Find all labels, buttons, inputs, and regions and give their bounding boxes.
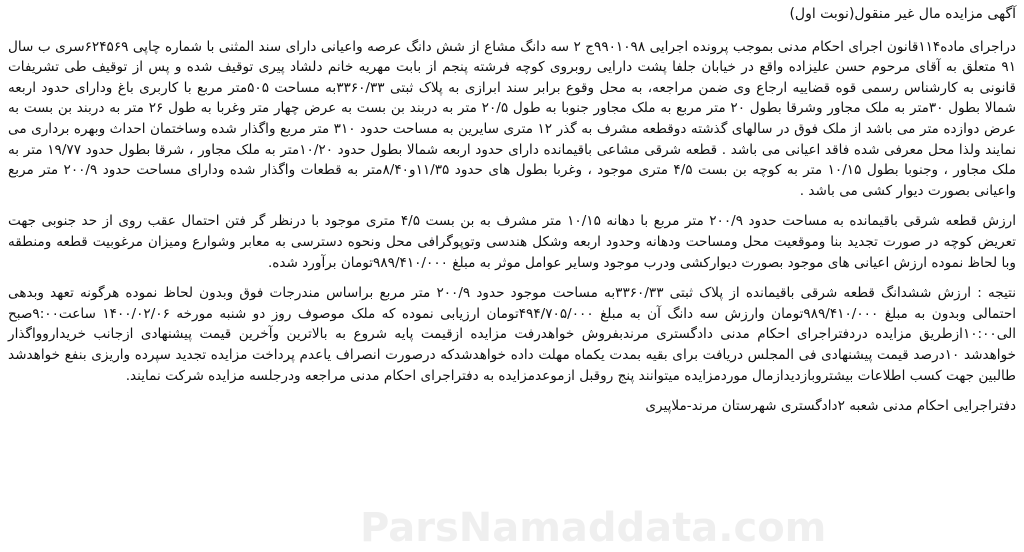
auction-notice — [8, 4, 1016, 417]
watermark: ParsNamaddata.com — [360, 505, 827, 551]
notice-paragraph-3: نتیجه : ارزش ششدانگ قطعه شرقی باقیمانده از پلاک ثبتی ۳۳۶۰/۳۳به مساحت موجود حدود ۲۰۰/۹ متر مربع براساس مندرجات فوق وبدون لحاظ نموده هرگونه تعهد وبدهی احتمالی وبدون به مبلغ ۹۸۹/۴۱۰/۰۰۰تومان وارزش سه دانگ آن به مبلغ ۴۹۴/۷۰۵/۰۰۰تومان ارزیابی نموده که ملک موصوف روز دو شنبه مورخه ۱۴۰۰/۰۲/۰۶ ساعت۹:۰۰صبح الی۱۰:۰۰ازطریق مزایده دردفتراجرای احکام مدنی دادگستری مرندبفروش خواهدرفت مزایده ازقیمت پایه شروع به بالاترین وآخرین قیمت پیشنهادی ازجانب خریداروواگذار خواهدشد ۱۰درصد قیمت پیشنهادی فی المجلس دریافت برای بقیه بمدت یکماه مهلت داده خواهدشدکه درصورت انصراف یاعدم پرداخت مزایده تجدید سپرده واریزی بنفع خواهدشد طالبین جهت کسب اطلاعات بیشتروبازدیدازمال موردمزایده میتوانند پنج روقبل ازموعدمزایده به دفتراجرای احکام مدنی مراجعه ودرجلسه مزایده شرکت نمایند. — [8, 285, 1017, 384]
notice-signature: دفتراجرایی احکام مدنی شعبه ۲دادگستری شهرستان مرند-ملاپیری — [645, 398, 1016, 415]
notice-paragraph-1: دراجرای ماده۱۱۴قانون اجرای احکام مدنی بموجب پرونده اجرایی ۹۹۰۱۰۹۸ج ۲ سه دانگ مشاع از شش دانگ عرصه واعیانی دارای سند المثنی با شماره چاپی ۶۲۴۵۶۹سری ب سال ۹۱ متعلق به آقای مرحوم حسن علیزاده واقع در خیابان جلفا پشت دارایی روبروی کوچه فرشته پنجم از بابت مهریه خانم دلشاد پیری توقیف شده و پس از توقیف طی تشریفات قانونی به کارشناس رسمی قوه قضاییه ارجاع وی ضمن مراجعه، به محل وقوع برابر سند ابرازی به پلاک ثبتی ۳۳۶۰/۳۳به مساحت ۵۰۵متر مربع با کاربری باغ ودارای حدود اربعه شمالا بطول ۳۰متر به ملک مجاور وشرقا بطول ۲۰ متر مربع به ملک مجاور جنوبا به طول ۲۰/۵ متر به دربند بن بست به عرض چهار متر وغربا به طول ۲۶ متر به دربند بن بست به عرض دوازده متر می باشد از ملک فوق در سالهای گذشته دوقطعه مشرف به گذر ۱۲ متری سایرین به مساحت حدود ۳۱۰ متر مربع واگذار شده وساختمان احداث وبهره برداری می نمایند ولذا محل معرفی شده فاقد اعیانی می باشد . قطعه شرقی مشاعی باقیمانده دارای حدود اربعه شمالا بطول حدود ۱۰/۲۰متر به ملک مجاور ، شرقا بطول حدود ۱۹/۷۷ متر به ملک مجاور ، وجنوبا بطول ۱۰/۱۵ متر به کوچه بن بست ۴/۵ متری موجود ، وغربا بطول های حدود ۱۱/۳۵و۸/۴۰متر به قطعات واگذار شده ودارای مساحت حدود ۲۰۰/۹ متر مربع واعیانی بصورت دیوار کشی می باشد . — [8, 38, 1017, 199]
notice-paragraph-2: ارزش قطعه شرقی باقیمانده به مساحت حدود ۲۰۰/۹ متر مربع با دهانه ۱۰/۱۵ متر مشرف به بن بست ۴/۵ متری موجود با درنظر گر فتن احتمال عقب روی از حد جنوبی جهت تعریض کوچه در صورت تجدید بنا وموقعیت محل ومساحت ودهانه وحدود اربعه وشکل هندسی وتوپوگرافی محل ونحوه دسترسی به معابر وشوارع ومیزان مرغوبیت قطعه ومنطقه وبا لحاظ نموده ارزش اعیانی های موجود بصورت دیوارکشی ودرب موجود وسایر عوامل موثر به مبلغ ۹۸۹/۴۱۰/۰۰۰تومان برآورد شده. — [8, 213, 1016, 271]
notice-title: آگهی مزایده مال غیر منقول(نوبت اول) — [789, 6, 1016, 22]
